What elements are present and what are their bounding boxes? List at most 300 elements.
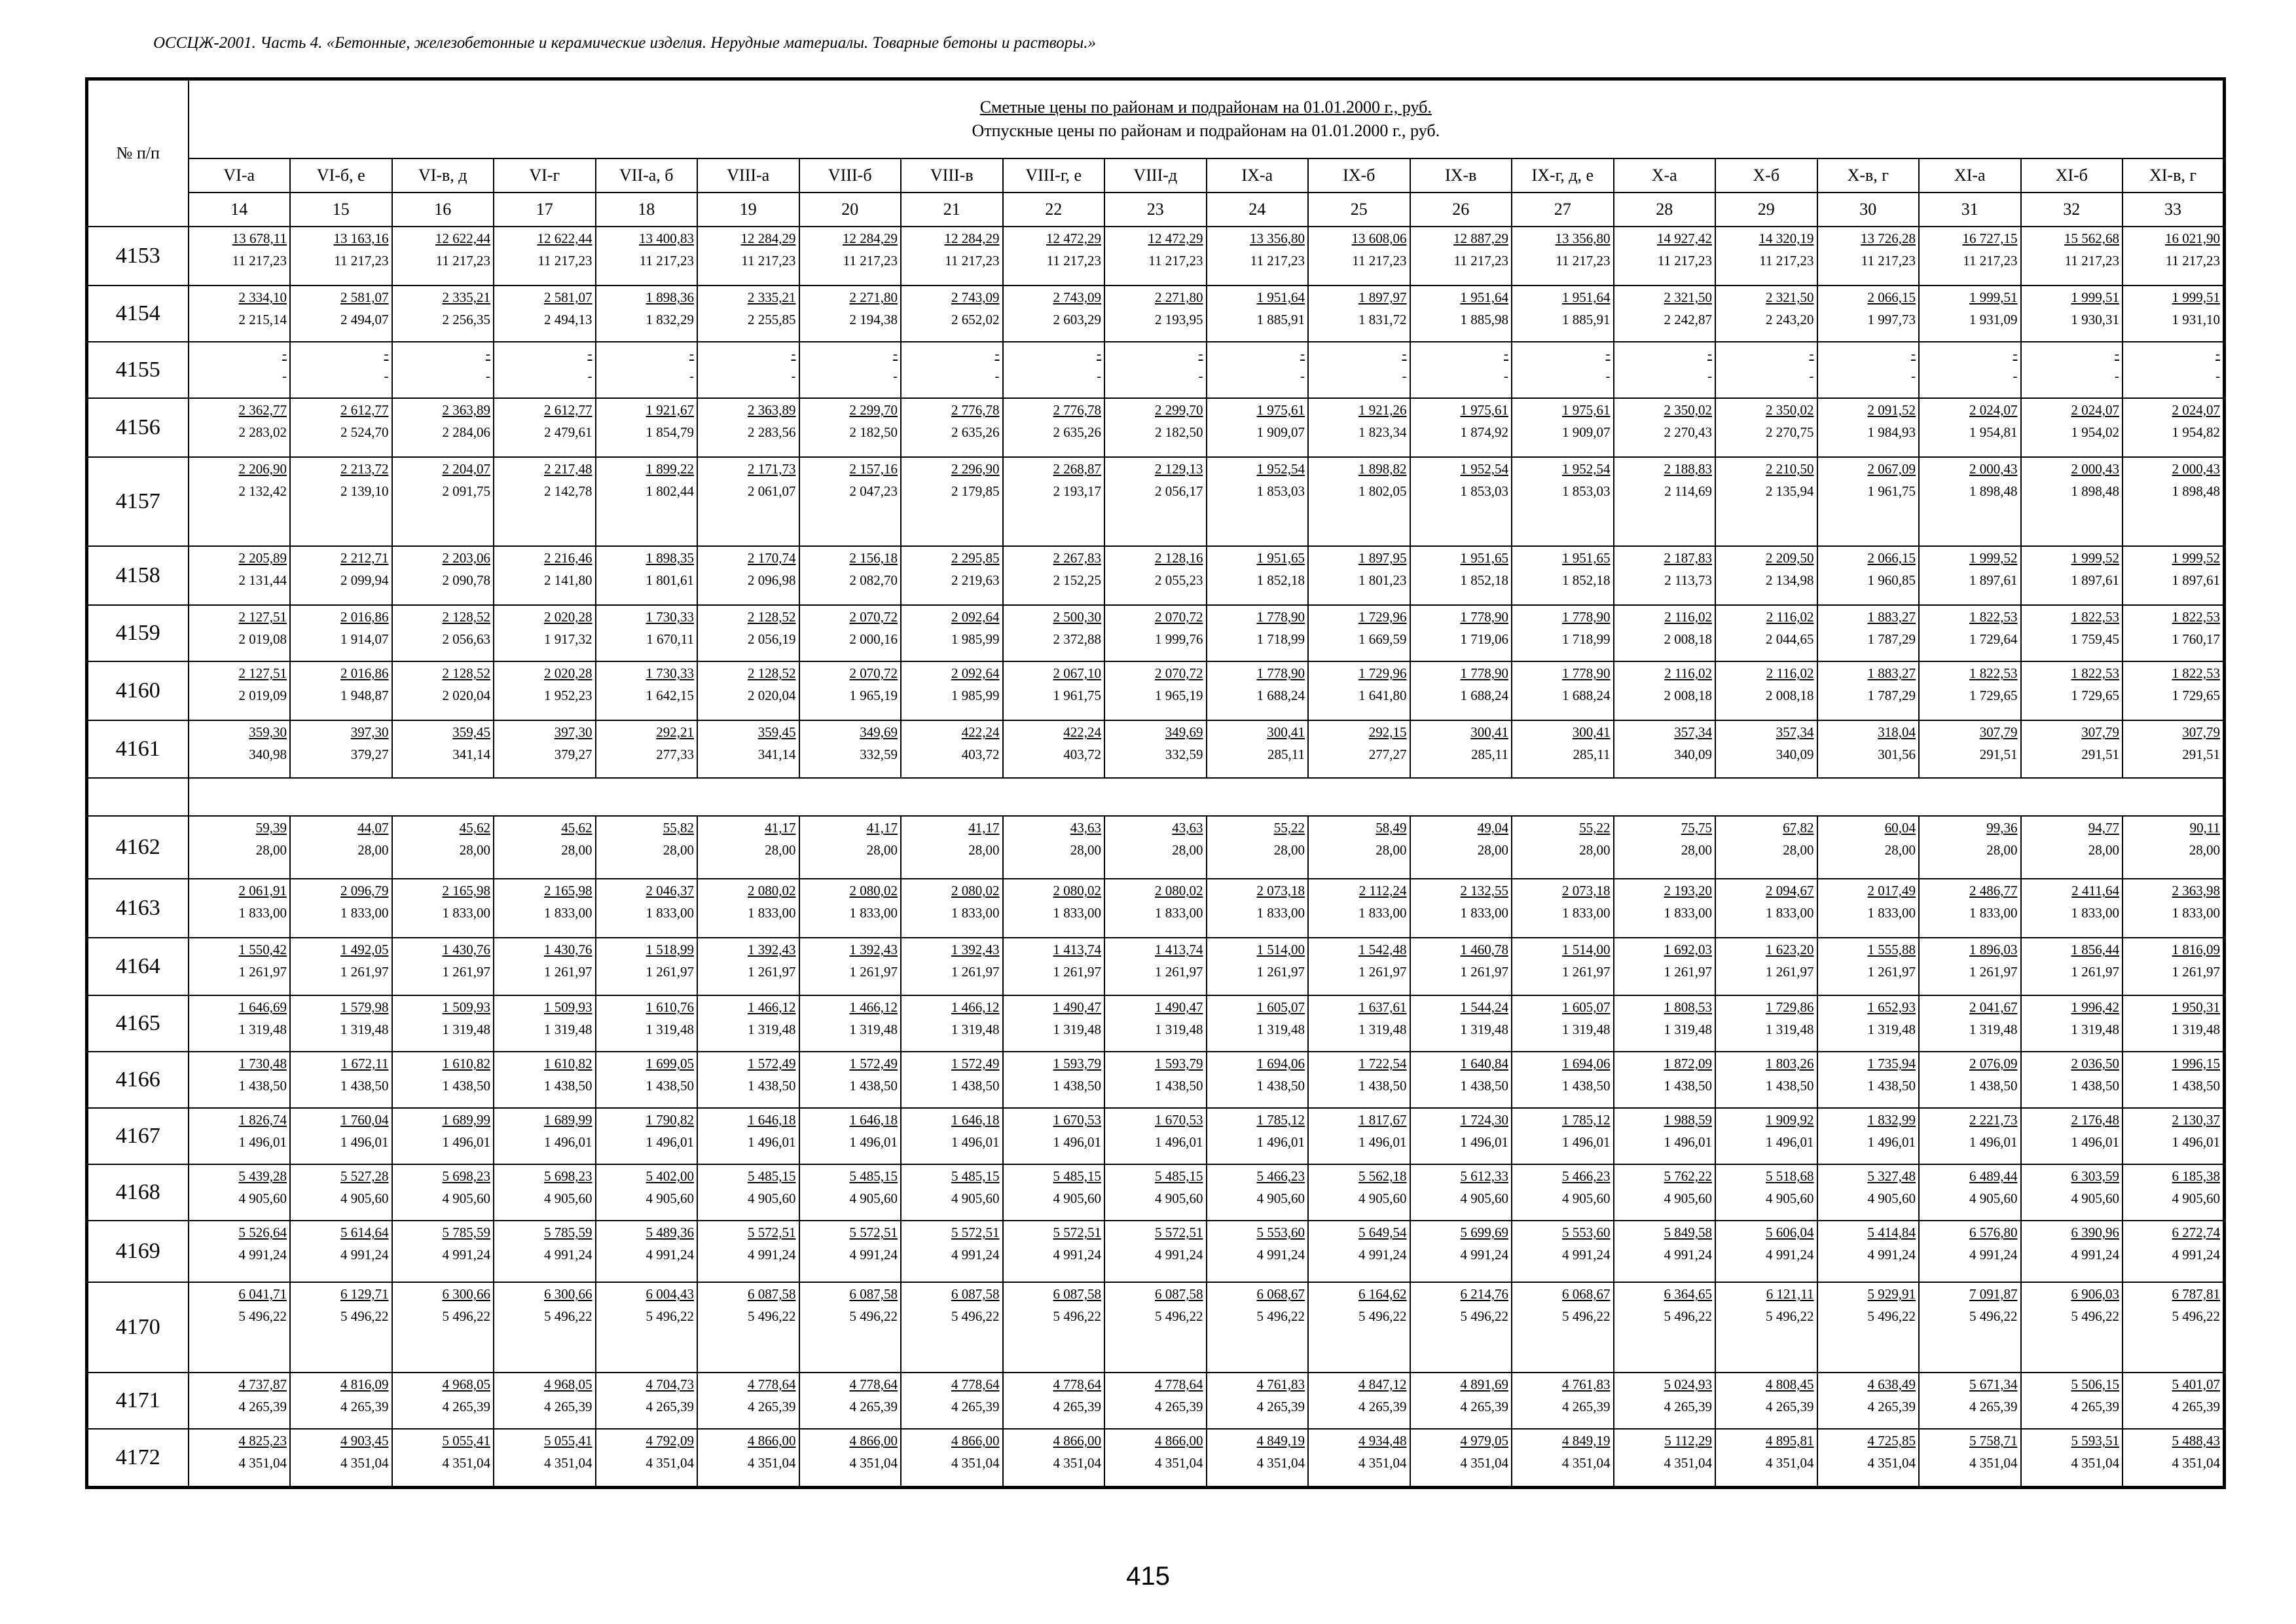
price-cell bbox=[596, 1221, 698, 1282]
price-cell bbox=[1614, 1108, 1716, 1164]
release-price: 1 852,18 bbox=[1562, 572, 1611, 588]
price-cell bbox=[1003, 286, 1105, 342]
price-cell bbox=[1003, 995, 1105, 1052]
price-cell bbox=[1003, 342, 1105, 398]
estimated-price: 1 490,47 bbox=[1155, 999, 1203, 1015]
release-price: 5 496,22 bbox=[1460, 1308, 1508, 1324]
release-price: 1 319,48 bbox=[1664, 1022, 1712, 1037]
estimated-price: 1 921,67 bbox=[646, 402, 694, 418]
price-cell bbox=[1817, 342, 1920, 398]
table-row bbox=[87, 342, 2225, 398]
release-price: 1 965,19 bbox=[849, 688, 898, 703]
price-cell bbox=[1410, 398, 1512, 457]
price-cell bbox=[189, 1373, 291, 1429]
price-cell bbox=[1308, 1108, 1410, 1164]
release-price: 2 215,14 bbox=[238, 312, 287, 327]
release-price: 1 438,50 bbox=[238, 1078, 287, 1094]
estimated-price: 2 156,18 bbox=[849, 550, 898, 566]
row-number: 4154 bbox=[87, 286, 189, 342]
estimated-price: 2 067,10 bbox=[1053, 665, 1101, 681]
column-header: IX-а bbox=[1207, 158, 1309, 193]
price-cell bbox=[392, 286, 494, 342]
release-price: 2 008,18 bbox=[1664, 688, 1712, 703]
price-cell bbox=[1104, 879, 1207, 938]
release-price: 4 265,39 bbox=[2071, 1399, 2119, 1414]
release-price: 1 496,01 bbox=[442, 1134, 490, 1150]
estimated-price: 5 518,68 bbox=[1766, 1168, 1814, 1184]
column-number: 17 bbox=[494, 193, 596, 227]
estimated-price: 4 761,83 bbox=[1256, 1376, 1305, 1392]
price-cell bbox=[189, 342, 291, 398]
estimated-price: 44,07 bbox=[357, 820, 389, 836]
price-cell bbox=[2123, 1373, 2225, 1429]
release-price: - bbox=[2115, 368, 2119, 384]
table-row bbox=[87, 938, 2225, 995]
estimated-price: 1 392,43 bbox=[849, 942, 898, 957]
release-price: 1 833,00 bbox=[1256, 905, 1305, 921]
price-cell bbox=[799, 879, 902, 938]
estimated-price: - bbox=[1809, 346, 1814, 361]
price-cell bbox=[1715, 342, 1817, 398]
release-price: 1 496,01 bbox=[1664, 1134, 1712, 1150]
price-cell bbox=[596, 661, 698, 720]
price-cell bbox=[494, 1052, 596, 1108]
estimated-price: 6 041,71 bbox=[238, 1286, 287, 1302]
release-price: 4 351,04 bbox=[1256, 1455, 1305, 1471]
estimated-price: 58,49 bbox=[1376, 820, 1407, 836]
estimated-price: 4 792,09 bbox=[646, 1433, 694, 1449]
release-price: 4 991,24 bbox=[2071, 1247, 2119, 1263]
release-price: 11 217,23 bbox=[1963, 253, 2018, 268]
price-cell bbox=[901, 816, 1003, 879]
estimated-price: 1 572,49 bbox=[849, 1056, 898, 1071]
release-price: 28,00 bbox=[1681, 842, 1712, 858]
estimated-price: 5 466,23 bbox=[1562, 1168, 1611, 1184]
release-price: 1 960,85 bbox=[1867, 572, 1916, 588]
release-price: 1 438,50 bbox=[1562, 1078, 1611, 1094]
release-price: 4 991,24 bbox=[849, 1247, 898, 1263]
release-price: 4 991,24 bbox=[1155, 1247, 1203, 1263]
release-price: 341,14 bbox=[757, 747, 796, 762]
column-header: VI-б, е bbox=[290, 158, 392, 193]
price-cell bbox=[799, 398, 902, 457]
release-price: 2 008,18 bbox=[1766, 688, 1814, 703]
table-row bbox=[87, 1052, 2225, 1108]
price-cell bbox=[290, 605, 392, 661]
release-price: 11 217,23 bbox=[2064, 253, 2119, 268]
release-price: 4 991,24 bbox=[748, 1247, 796, 1263]
price-cell bbox=[697, 816, 799, 879]
estimated-price: 2 411,64 bbox=[2071, 883, 2119, 898]
estimated-price: 1 822,53 bbox=[1969, 609, 2018, 625]
estimated-price: 1 808,53 bbox=[1664, 999, 1712, 1015]
price-cell bbox=[494, 1373, 596, 1429]
price-cell bbox=[1410, 1164, 1512, 1221]
release-price: 1 885,91 bbox=[1256, 312, 1305, 327]
release-price: 2 141,80 bbox=[544, 572, 592, 588]
price-cell bbox=[1715, 995, 1817, 1052]
release-price: 379,27 bbox=[350, 747, 389, 762]
price-cell bbox=[596, 1373, 698, 1429]
estimated-price: 5 506,15 bbox=[2071, 1376, 2119, 1392]
column-names-row bbox=[87, 158, 2225, 193]
price-cell bbox=[494, 816, 596, 879]
estimated-price: 2 128,16 bbox=[1155, 550, 1203, 566]
release-price: 1 641,80 bbox=[1358, 688, 1407, 703]
release-price: 4 905,60 bbox=[1664, 1190, 1712, 1206]
release-price: 2 000,16 bbox=[849, 631, 898, 647]
price-cell bbox=[1410, 457, 1512, 546]
release-price: 1 496,01 bbox=[1358, 1134, 1407, 1150]
price-cell bbox=[1919, 1108, 2021, 1164]
column-number: 14 bbox=[189, 193, 291, 227]
estimated-price: 1 724,30 bbox=[1460, 1112, 1508, 1128]
estimated-price: 307,79 bbox=[1979, 724, 2018, 740]
release-price: 4 351,04 bbox=[2071, 1455, 2119, 1471]
release-price: 28,00 bbox=[357, 842, 389, 858]
estimated-price: 55,22 bbox=[1273, 820, 1305, 836]
price-cell bbox=[392, 938, 494, 995]
price-cell bbox=[290, 1108, 392, 1164]
price-cell bbox=[290, 816, 392, 879]
column-header: IX-в bbox=[1410, 158, 1512, 193]
price-cell bbox=[1308, 1052, 1410, 1108]
release-price: 285,11 bbox=[1573, 747, 1611, 762]
price-cell bbox=[189, 879, 291, 938]
price-cell bbox=[596, 1164, 698, 1221]
estimated-price: 5 327,48 bbox=[1867, 1168, 1916, 1184]
release-price: 1 319,48 bbox=[1867, 1022, 1916, 1037]
release-price: 4 905,60 bbox=[1969, 1190, 2018, 1206]
estimated-price: 1 610,76 bbox=[646, 999, 694, 1015]
estimated-price: 6 214,76 bbox=[1460, 1286, 1508, 1302]
estimated-price: 1 951,65 bbox=[1256, 550, 1305, 566]
release-price: 1 261,97 bbox=[1969, 964, 2018, 980]
estimated-price: 4 847,12 bbox=[1358, 1376, 1407, 1392]
release-price: 1 261,97 bbox=[849, 964, 898, 980]
estimated-price: 1 896,03 bbox=[1969, 942, 2018, 957]
table-row bbox=[87, 398, 2225, 457]
price-cell bbox=[2123, 286, 2225, 342]
price-cell bbox=[494, 661, 596, 720]
release-price: 2 283,56 bbox=[748, 424, 796, 440]
price-cell bbox=[1715, 661, 1817, 720]
price-cell bbox=[901, 938, 1003, 995]
price-cell bbox=[290, 1221, 392, 1282]
release-price: 285,11 bbox=[1267, 747, 1305, 762]
price-cell bbox=[1104, 546, 1207, 605]
price-cell bbox=[290, 1282, 392, 1373]
price-cell bbox=[1919, 342, 2021, 398]
estimated-price: 2 070,72 bbox=[849, 609, 898, 625]
price-cell bbox=[1410, 1282, 1512, 1373]
price-cell bbox=[697, 605, 799, 661]
row-number: 4171 bbox=[87, 1373, 189, 1429]
estimated-price: 2 213,72 bbox=[340, 461, 389, 477]
release-price: 5 496,22 bbox=[1969, 1308, 2018, 1324]
price-cell bbox=[1003, 1282, 1105, 1373]
estimated-price: 1 817,67 bbox=[1358, 1112, 1407, 1128]
price-cell bbox=[392, 227, 494, 286]
price-cell bbox=[2123, 1164, 2225, 1221]
release-price: 28,00 bbox=[866, 842, 898, 858]
price-cell bbox=[1308, 1373, 1410, 1429]
estimated-price: 1 460,78 bbox=[1460, 942, 1508, 957]
release-price: 2 082,70 bbox=[849, 572, 898, 588]
estimated-price: 1 952,54 bbox=[1460, 461, 1508, 477]
release-price: - bbox=[1911, 368, 1916, 384]
price-cell bbox=[1614, 227, 1716, 286]
release-price: 1 438,50 bbox=[1155, 1078, 1203, 1094]
estimated-price: 1 430,76 bbox=[544, 942, 592, 957]
estimated-price: 2 209,50 bbox=[1766, 550, 1814, 566]
price-cell bbox=[189, 1108, 291, 1164]
release-price: 1 496,01 bbox=[951, 1134, 1000, 1150]
price-cell bbox=[697, 995, 799, 1052]
estimated-price: 2 321,50 bbox=[1664, 289, 1712, 305]
estimated-price: 1 579,98 bbox=[340, 999, 389, 1015]
release-price: 332,59 bbox=[860, 747, 898, 762]
price-cell bbox=[189, 995, 291, 1052]
release-price: 4 265,39 bbox=[238, 1399, 287, 1414]
estimated-price: 5 489,36 bbox=[646, 1225, 694, 1240]
estimated-price: 12 284,29 bbox=[740, 231, 796, 246]
estimated-price: 2 096,79 bbox=[340, 883, 389, 898]
price-cell bbox=[697, 1373, 799, 1429]
release-price: 4 351,04 bbox=[544, 1455, 592, 1471]
estimated-price: 5 849,58 bbox=[1664, 1225, 1712, 1240]
price-cell bbox=[1817, 816, 1920, 879]
release-price: 1 261,97 bbox=[238, 964, 287, 980]
release-price: 4 991,24 bbox=[1766, 1247, 1814, 1263]
release-price: 4 905,60 bbox=[1460, 1190, 1508, 1206]
price-cell bbox=[1512, 398, 1614, 457]
estimated-price: 2 743,09 bbox=[951, 289, 1000, 305]
price-cell bbox=[697, 457, 799, 546]
estimated-price: 1 760,04 bbox=[340, 1112, 389, 1128]
release-price: 4 991,24 bbox=[1867, 1247, 1916, 1263]
release-price: 4 265,39 bbox=[1969, 1399, 2018, 1414]
price-cell bbox=[1919, 398, 2021, 457]
estimated-price: 4 866,00 bbox=[1053, 1433, 1101, 1449]
estimated-price: 1 778,90 bbox=[1562, 609, 1611, 625]
release-price: 2 091,75 bbox=[442, 483, 490, 499]
price-cell bbox=[1308, 938, 1410, 995]
estimated-price: 4 934,48 bbox=[1358, 1433, 1407, 1449]
price-cell bbox=[1207, 342, 1309, 398]
release-price: 1 759,45 bbox=[2071, 631, 2119, 647]
estimated-price: 1 689,99 bbox=[544, 1112, 592, 1128]
estimated-price: 75,75 bbox=[1681, 820, 1712, 836]
table-row bbox=[87, 546, 2225, 605]
price-cell bbox=[596, 286, 698, 342]
release-price: 4 351,04 bbox=[1155, 1455, 1203, 1471]
row-number: 4156 bbox=[87, 398, 189, 457]
release-price: 4 991,24 bbox=[646, 1247, 694, 1263]
release-price: 2 194,38 bbox=[849, 312, 898, 327]
estimated-price: 1 652,93 bbox=[1867, 999, 1916, 1015]
price-cell bbox=[1104, 1052, 1207, 1108]
estimated-price: 4 979,05 bbox=[1460, 1433, 1508, 1449]
release-price: 2 284,06 bbox=[442, 424, 490, 440]
estimated-price: 5 758,71 bbox=[1969, 1433, 2018, 1449]
estimated-price: 6 164,62 bbox=[1358, 1286, 1407, 1302]
price-cell bbox=[697, 546, 799, 605]
estimated-price: 1 778,90 bbox=[1562, 665, 1611, 681]
estimated-price: - bbox=[1707, 346, 1712, 361]
price-cell bbox=[1512, 720, 1614, 778]
release-price: 2 056,19 bbox=[748, 631, 796, 647]
price-cell bbox=[2021, 398, 2123, 457]
estimated-price: - bbox=[1402, 346, 1407, 361]
estimated-price: 1 730,33 bbox=[646, 665, 694, 681]
price-cell bbox=[1104, 286, 1207, 342]
estimated-price: 1 822,53 bbox=[2071, 609, 2119, 625]
release-price: 2 139,10 bbox=[340, 483, 389, 499]
price-cell bbox=[1003, 720, 1105, 778]
estimated-price: 2 080,02 bbox=[849, 883, 898, 898]
release-price: 4 351,04 bbox=[748, 1455, 796, 1471]
price-cell bbox=[290, 1164, 392, 1221]
price-cell bbox=[1003, 1221, 1105, 1282]
estimated-price: - bbox=[2215, 346, 2221, 361]
release-price: 4 351,04 bbox=[849, 1455, 898, 1471]
price-cell bbox=[1207, 457, 1309, 546]
price-cell bbox=[799, 286, 902, 342]
price-cell bbox=[189, 227, 291, 286]
price-cell bbox=[901, 1052, 1003, 1108]
price-cell bbox=[596, 720, 698, 778]
price-cell bbox=[1512, 342, 1614, 398]
estimated-price: 2 217,48 bbox=[544, 461, 592, 477]
price-cell bbox=[189, 1164, 291, 1221]
price-cell bbox=[290, 286, 392, 342]
release-price: 4 351,04 bbox=[1664, 1455, 1712, 1471]
estimated-price: 2 000,43 bbox=[2071, 461, 2119, 477]
estimated-price: 1 999,52 bbox=[1969, 550, 2018, 566]
release-price: 2 131,44 bbox=[238, 572, 287, 588]
release-price: 28,00 bbox=[459, 842, 490, 858]
estimated-price: 1 514,00 bbox=[1256, 942, 1305, 957]
estimated-price: 5 485,15 bbox=[748, 1168, 796, 1184]
release-price: 1 954,81 bbox=[1969, 424, 2018, 440]
estimated-price: - bbox=[893, 346, 898, 361]
release-price: 4 905,60 bbox=[544, 1190, 592, 1206]
release-price: 11 217,23 bbox=[945, 253, 1000, 268]
price-cell bbox=[1715, 1164, 1817, 1221]
price-cell bbox=[1104, 227, 1207, 286]
price-cell bbox=[1817, 605, 1920, 661]
price-cell bbox=[596, 605, 698, 661]
release-price: 2 090,78 bbox=[442, 572, 490, 588]
estimated-price: 1 778,90 bbox=[1460, 609, 1508, 625]
release-price: 1 833,00 bbox=[1358, 905, 1407, 921]
release-price: 4 351,04 bbox=[1562, 1455, 1611, 1471]
price-cell bbox=[1003, 1373, 1105, 1429]
estimated-price: 357,34 bbox=[1674, 724, 1712, 740]
estimated-price: 2 165,98 bbox=[544, 883, 592, 898]
release-price: 1 852,18 bbox=[1256, 572, 1305, 588]
price-cell bbox=[392, 546, 494, 605]
estimated-price: 5 485,15 bbox=[951, 1168, 1000, 1184]
estimated-price: 2 116,02 bbox=[1766, 609, 1814, 625]
estimated-price: 4 849,19 bbox=[1562, 1433, 1611, 1449]
release-price: 2 270,43 bbox=[1664, 424, 1712, 440]
estimated-price: 5 526,64 bbox=[238, 1225, 287, 1240]
table-row bbox=[87, 286, 2225, 342]
release-price: 1 952,23 bbox=[544, 688, 592, 703]
price-cell bbox=[2123, 1429, 2225, 1488]
release-price: 4 905,60 bbox=[748, 1190, 796, 1206]
price-cell bbox=[1512, 1164, 1614, 1221]
release-price: 1 319,48 bbox=[2071, 1022, 2119, 1037]
estimated-price: 2 127,51 bbox=[238, 609, 287, 625]
estimated-price: 357,34 bbox=[1776, 724, 1814, 740]
estimated-price: 4 761,83 bbox=[1562, 1376, 1611, 1392]
price-cell bbox=[189, 286, 291, 342]
estimated-price: 1 640,84 bbox=[1460, 1056, 1508, 1071]
price-cell bbox=[392, 1221, 494, 1282]
estimated-price: 43,63 bbox=[1070, 820, 1101, 836]
release-price: 1 909,07 bbox=[1256, 424, 1305, 440]
price-cell bbox=[1410, 1373, 1512, 1429]
price-cell bbox=[1919, 546, 2021, 605]
price-cell bbox=[1308, 1429, 1410, 1488]
price-cell bbox=[1614, 816, 1716, 879]
release-price: 2 020,04 bbox=[442, 688, 490, 703]
release-price: 4 265,39 bbox=[1867, 1399, 1916, 1414]
release-price: 1 833,00 bbox=[951, 905, 1000, 921]
release-price: 2 044,65 bbox=[1766, 631, 1814, 647]
price-cell bbox=[1003, 1164, 1105, 1221]
release-price: - bbox=[1097, 368, 1101, 384]
column-number: 21 bbox=[901, 193, 1003, 227]
estimated-price: 2 016,86 bbox=[340, 665, 389, 681]
release-price: 1 261,97 bbox=[1256, 964, 1305, 980]
release-price: 4 905,60 bbox=[646, 1190, 694, 1206]
release-price: 1 718,99 bbox=[1562, 631, 1611, 647]
release-price: - bbox=[2013, 368, 2018, 384]
release-price: 1 496,01 bbox=[646, 1134, 694, 1150]
blank-cell bbox=[87, 778, 189, 816]
price-cell bbox=[494, 605, 596, 661]
price-cell bbox=[1512, 546, 1614, 605]
price-cell bbox=[2123, 457, 2225, 546]
price-cell bbox=[1715, 879, 1817, 938]
release-price: 2 219,63 bbox=[951, 572, 1000, 588]
estimated-price: 4 778,64 bbox=[849, 1376, 898, 1392]
estimated-price: 359,45 bbox=[452, 724, 490, 740]
release-price: 2 372,88 bbox=[1053, 631, 1101, 647]
estimated-price: 2 187,83 bbox=[1664, 550, 1712, 566]
release-price: 1 954,02 bbox=[2071, 424, 2119, 440]
release-price: 11 217,23 bbox=[2165, 253, 2221, 268]
price-cell bbox=[290, 342, 392, 398]
price-cell bbox=[1104, 457, 1207, 546]
row-number: 4158 bbox=[87, 546, 189, 605]
estimated-price: 1 999,51 bbox=[1969, 289, 2018, 305]
price-cell bbox=[2123, 605, 2225, 661]
estimated-price: 2 335,21 bbox=[442, 289, 490, 305]
release-price: 1 688,24 bbox=[1256, 688, 1305, 703]
estimated-price: 6 576,80 bbox=[1969, 1225, 2018, 1240]
release-price: 2 152,25 bbox=[1053, 572, 1101, 588]
release-price: 1 642,15 bbox=[646, 688, 694, 703]
price-cell bbox=[1919, 1221, 2021, 1282]
estimated-price: 1 778,90 bbox=[1256, 609, 1305, 625]
table-row bbox=[87, 816, 2225, 879]
estimated-price: 2 216,46 bbox=[544, 550, 592, 566]
